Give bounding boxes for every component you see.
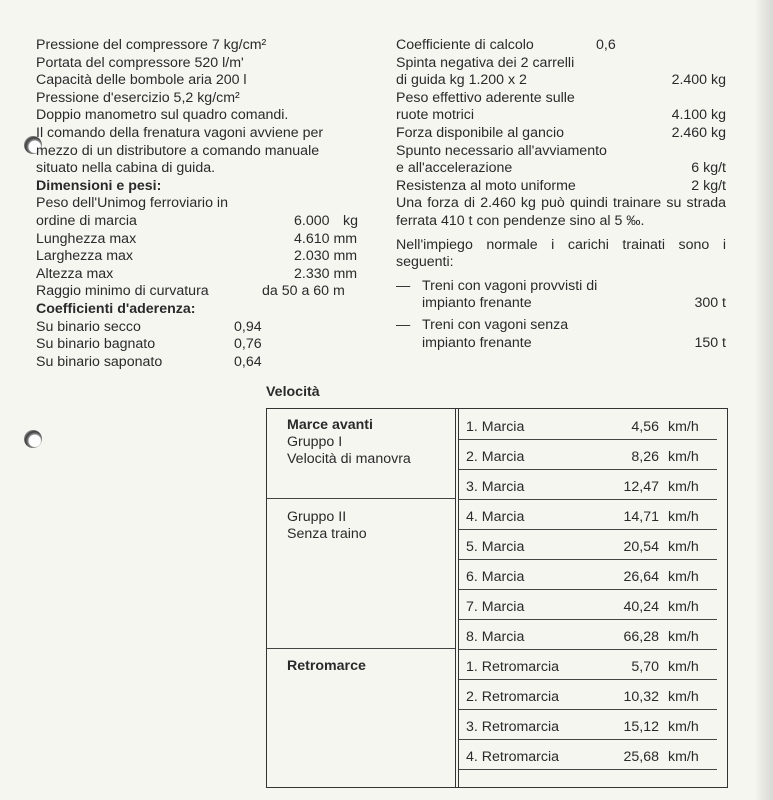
speed-value: 14,71: [623, 509, 659, 525]
coeff-value: 0,6: [596, 37, 616, 53]
gear-label: 7. Marcia: [466, 599, 525, 615]
speed-unit: km/h: [668, 719, 699, 735]
speed-value: 40,24: [623, 599, 659, 615]
gear-label: 1. Retromarcia: [466, 659, 560, 675]
speed-unit: km/h: [668, 689, 699, 705]
train1-value: 300 t: [694, 295, 726, 312]
hook-label: Forza disponibile al gancio: [396, 124, 564, 141]
train2-value: 150 t: [694, 334, 726, 351]
adhesion-row: [36, 336, 366, 354]
train1-row: [396, 278, 726, 296]
speed-unit: km/h: [668, 629, 699, 645]
weight-row: [396, 107, 726, 125]
gear-label: 6. Marcia: [466, 569, 525, 585]
group-heading: Marce avanti: [287, 417, 373, 433]
weight-value: 4.100 kg: [671, 107, 726, 124]
speed-value: 66,28: [623, 629, 659, 645]
left-column: [36, 37, 366, 371]
right-column: [396, 37, 726, 352]
row-separator: [459, 649, 717, 650]
gear-label: 4. Retromarcia: [466, 749, 560, 765]
dim-row: [36, 283, 366, 301]
speed-value: 20,54: [623, 539, 659, 555]
speed-unit: km/h: [668, 659, 699, 675]
group-line: Gruppo I: [287, 434, 343, 450]
row-separator: [459, 439, 717, 440]
weight-value: 6.000: [294, 212, 330, 229]
dim-label: Larghezza max: [36, 248, 133, 265]
spec-line: Pressione del compressore 7 kg/cm²: [36, 37, 267, 53]
speed-unit: km/h: [668, 419, 699, 435]
dimensions-heading: Dimensioni e pesi:: [36, 177, 162, 194]
weight-unit: kg: [343, 212, 358, 229]
adhesion-value: 0,64: [234, 353, 262, 370]
speed-unit: km/h: [668, 539, 699, 555]
adhesion-row: [36, 319, 366, 337]
group-line: Gruppo II: [287, 509, 347, 525]
gear-label: 2. Marcia: [466, 449, 525, 465]
row-separator: [459, 589, 717, 590]
row-separator: [459, 619, 717, 620]
spec-line: Il comando della frenatura vagoni avviene per: [36, 124, 324, 141]
speed-table-title: Velocità: [266, 384, 320, 400]
speed-table: [266, 408, 728, 788]
adhesion-row: [36, 354, 366, 372]
coeff-label: Coefficiente di calcolo: [396, 37, 534, 53]
group-reverse: Retromarce: [287, 658, 366, 674]
dim-row: [36, 248, 366, 266]
adhesion-label: Su binario saponato: [36, 353, 163, 370]
push-value: 2.400 kg: [671, 72, 726, 89]
gear-label: 3. Retromarcia: [466, 719, 560, 735]
dim-value: 2.030 mm: [294, 248, 358, 265]
gear-label: 2. Retromarcia: [466, 689, 560, 705]
train1-label: Treni con vagoni provvisti di: [422, 277, 598, 294]
weight-row: [36, 213, 366, 231]
train1-row: [396, 295, 726, 313]
resist-value: 2 kg/t: [691, 177, 726, 194]
row-separator: [459, 709, 717, 710]
gear-label: 3. Marcia: [466, 479, 525, 495]
speed-value: 10,32: [623, 689, 659, 705]
speed-value: 25,68: [623, 749, 659, 765]
dim-row: [36, 266, 366, 284]
adhesion-label: Su binario secco: [36, 318, 141, 335]
push-label: Spinta negativa dei 2 carrelli: [396, 54, 575, 71]
start-row: [396, 160, 726, 178]
train2-label: Treni con vagoni senza: [422, 316, 569, 333]
weight-label: Peso dell'Unimog ferroviario in: [36, 195, 228, 212]
start-label: Spunto necessario all'avviamento: [396, 142, 607, 159]
gear-label: 5. Marcia: [466, 539, 525, 555]
group-forward: [287, 417, 411, 468]
hook-row: [396, 125, 726, 143]
adhesion-heading: Coefficienti d'aderenza:: [36, 300, 196, 317]
train2-row: [396, 335, 726, 353]
group-line: Senza traino: [287, 526, 367, 542]
gear-label: 8. Marcia: [466, 629, 525, 645]
spec-line: situato nella cabina di guida.: [36, 160, 216, 177]
spec-line: Portata del compressore 520 l/m': [36, 54, 244, 71]
dim-label: Raggio minimo di curvatura: [36, 283, 209, 300]
row-separator: [459, 559, 717, 560]
start-label: e all'accelerazione: [396, 160, 513, 177]
speed-value: 4,56: [631, 419, 659, 435]
row-separator: [459, 529, 717, 530]
adhesion-label: Su binario bagnato: [36, 336, 156, 353]
speed-value: 12,47: [623, 479, 659, 495]
gear-label: 1. Marcia: [466, 419, 525, 435]
hook-value: 2.460 kg: [671, 124, 726, 141]
force-paragraph: Una forza di 2.460 kg può quindi trainare su strada ferrata 410 t con pendenze sino al 5 ‰.: [396, 195, 726, 229]
row-separator: [459, 499, 717, 500]
weight-label: ruote motrici: [396, 107, 475, 124]
dash: —: [396, 277, 411, 294]
speed-value: 26,64: [623, 569, 659, 585]
dim-value: 4.610 mm: [294, 230, 358, 247]
speed-unit: km/h: [668, 569, 699, 585]
speed-unit: km/h: [668, 749, 699, 765]
adhesion-value: 0,94: [234, 318, 262, 335]
spec-line: Capacità delle bombole aria 200 l: [36, 72, 247, 89]
group-2: [287, 509, 367, 543]
speed-value: 15,12: [623, 719, 659, 735]
row-separator: [459, 739, 717, 740]
speed-value: 8,26: [631, 449, 659, 465]
usage-paragraph: Nell'impiego normale i carichi trainati sono i seguenti:: [396, 236, 726, 271]
row-separator: [459, 769, 717, 770]
dim-value: da 50 a 60 m: [262, 283, 345, 300]
page-edge-shadow: [755, 0, 773, 800]
speed-unit: km/h: [668, 509, 699, 525]
push-row: [396, 72, 726, 90]
row-separator: [459, 469, 717, 470]
resist-label: Resistenza al moto uniforme: [396, 177, 576, 194]
row-separator: [459, 679, 717, 680]
start-value: 6 kg/t: [691, 160, 726, 177]
dim-value: 2.330 mm: [294, 265, 358, 282]
spec-line: mezzo di un distributore a comando manuale: [36, 142, 320, 159]
dim-label: Lunghezza max: [36, 230, 137, 247]
train1-label: impianto frenante: [422, 295, 532, 312]
weight-label: Peso effettivo aderente sulle: [396, 89, 575, 106]
push-label: di guida kg 1.200 x 2: [396, 72, 527, 89]
spec-line: Pressione d'esercizio 5,2 kg/cm²: [36, 89, 240, 106]
dim-label: Altezza max: [36, 265, 114, 282]
adhesion-value: 0,76: [234, 336, 262, 353]
resist-row: [396, 178, 726, 196]
speed-unit: km/h: [668, 599, 699, 615]
speed-unit: km/h: [668, 479, 699, 495]
table-divider: [455, 409, 459, 787]
dash: —: [396, 316, 411, 333]
coeff-row: [396, 37, 726, 55]
group-separator: [267, 498, 455, 499]
train2-label: impianto frenante: [422, 334, 532, 351]
train2-row: [396, 317, 726, 335]
speed-value: 5,70: [631, 659, 659, 675]
spec-line: Doppio manometro sul quadro comandi.: [36, 107, 289, 124]
group-line: Velocità di manovra: [287, 451, 411, 467]
gear-label: 4. Marcia: [466, 509, 525, 525]
group-separator: [267, 648, 455, 649]
dim-row: [36, 231, 366, 249]
speed-unit: km/h: [668, 449, 699, 465]
weight-label: ordine di marcia: [36, 212, 137, 229]
binder-hole-middle: [24, 430, 42, 448]
